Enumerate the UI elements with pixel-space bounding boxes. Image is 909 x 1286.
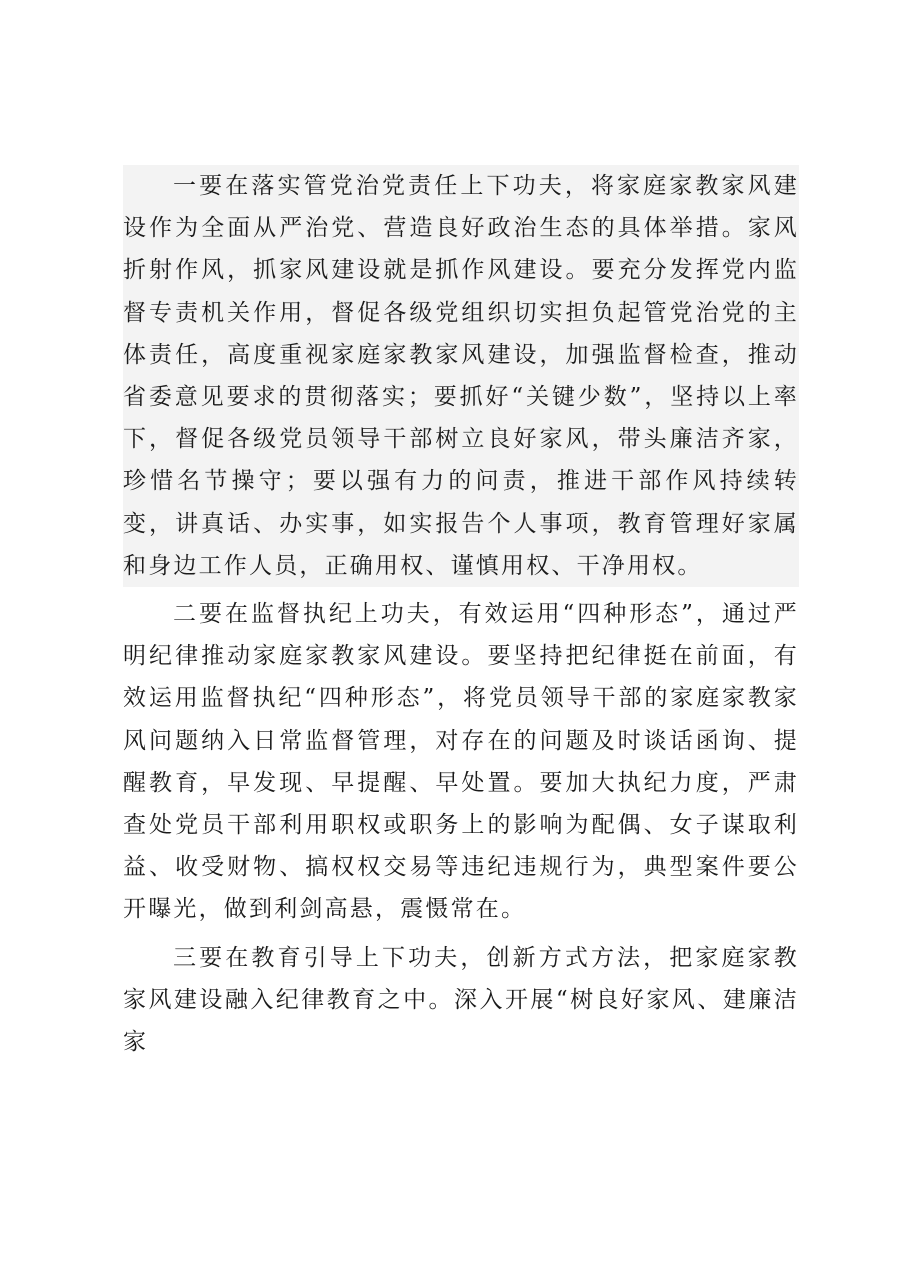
paragraph-2 xyxy=(123,593,799,931)
paragraph-3-text: 三要在教育引导上下功夫，创新方式方法，把家庭家教家风建设融入纪律教育之中。深入开展“树良好家风、建廉洁家 xyxy=(123,944,799,1056)
paragraph-1 xyxy=(123,165,799,587)
paragraph-3 xyxy=(123,937,799,1064)
paragraph-2-text: 二要在监督执纪上功夫，有效运用“四种形态”，通过严明纪律推动家庭家教家风建设。要坚持把纪律挺在前面，有效运用监督执纪“四种形态”，将党员领导干部的家庭家教家风问题纳入日常监督管理，对存在的问题及时谈话函询、提醒教育，早发现、早提醒、早处置。要加大执纪力度，严肃查处党员干部利用职权或职务上的影响为配偶、女子谋取利益、收受财物、搞权权交易等违纪违规行为，典型案件要公开曝光，做到利剑高悬，震慑常在。 xyxy=(123,601,799,923)
document-body xyxy=(123,165,799,1069)
paragraph-1-text: 一要在落实管党治党责任上下功夫，将家庭家教家风建设作为全面从严治党、营造良好政治生态的具体举措。家风折射作风，抓家风建设就是抓作风建设。要充分发挥党内监督专责机关作用，督促各级党组织切实担负起管党治党的主体责任，高度重视家庭家教家风建设，加强监督检查，推动省委意见要求的贯彻落实；要抓好“关键少数”，坚持以上率下，督促各级党员领导干部树立良好家风，带头廉洁齐家，珍惜名节操守；要以强有力的问责，推进干部作风持续转变，讲真话、办实事，如实报告个人事项，教育管理好家属和身边工作人员，正确用权、谨慎用权、干净用权。 xyxy=(123,173,799,579)
